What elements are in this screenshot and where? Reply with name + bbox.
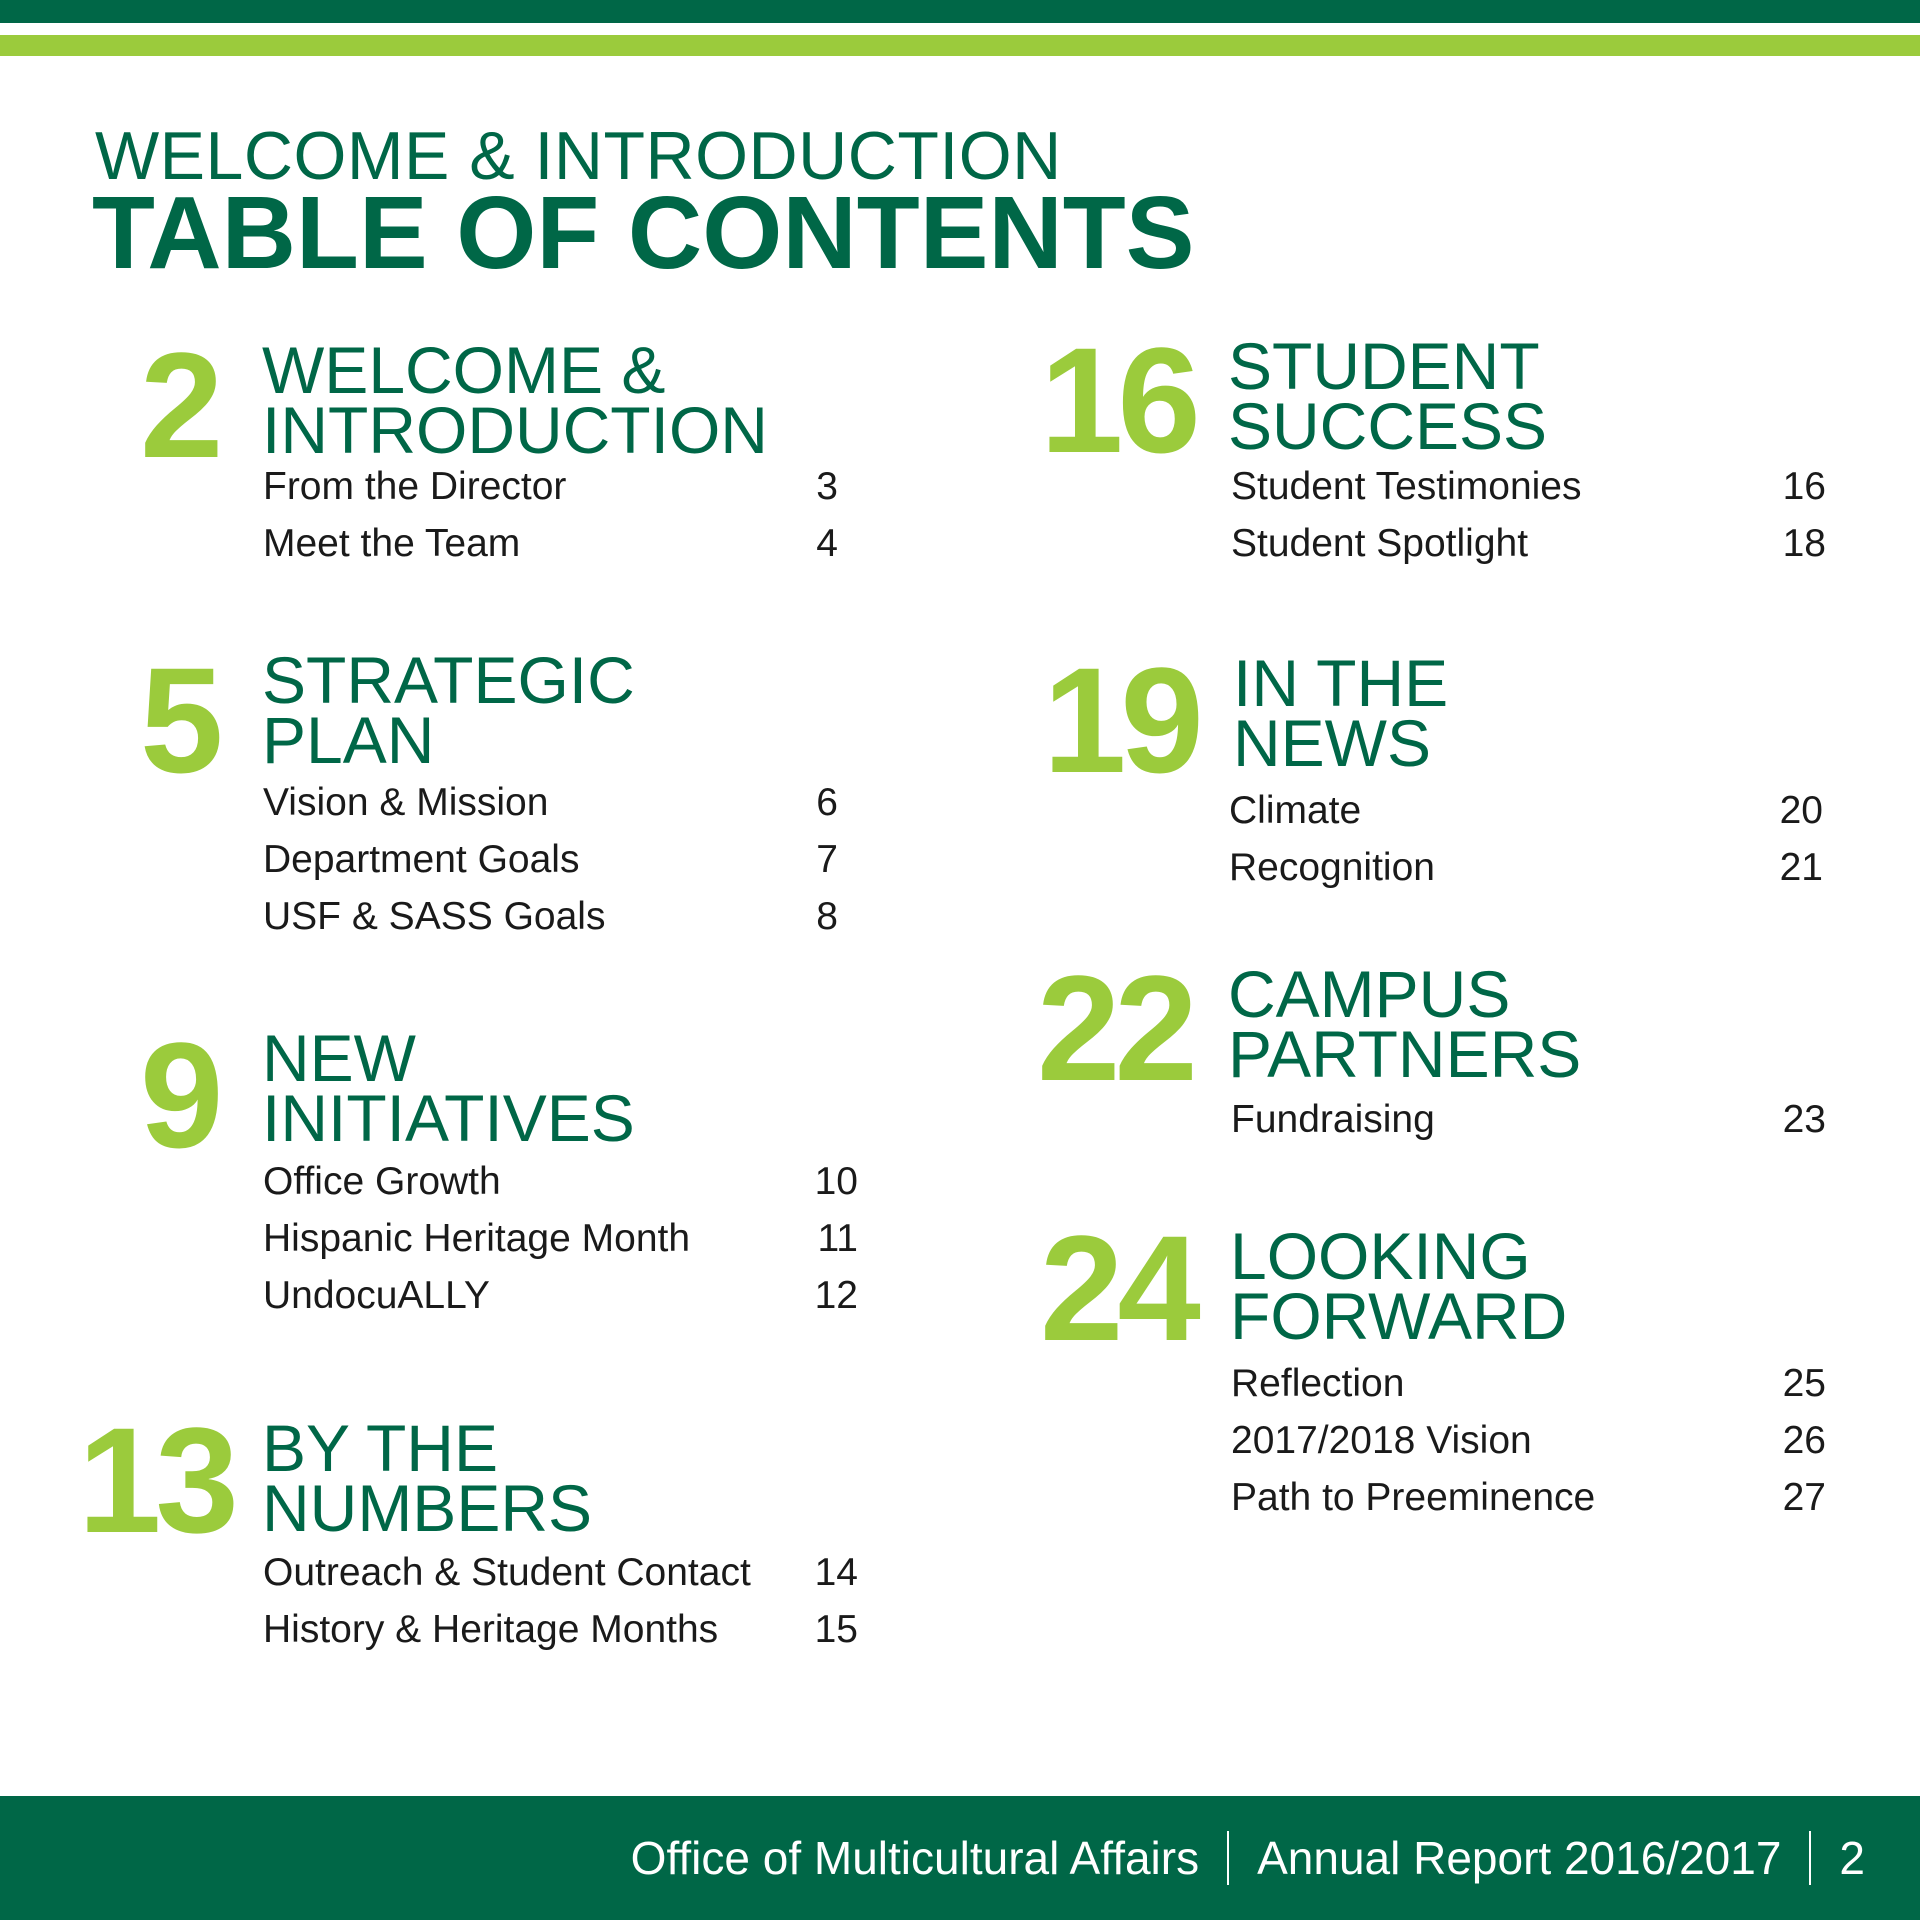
toc-entry[interactable] <box>1231 1469 1826 1526</box>
section-title-line: NEWS <box>1233 706 1431 780</box>
section-title-line: WELCOME & <box>262 333 666 407</box>
section-number: 22 <box>1037 944 1192 1112</box>
section-title-line: STRATEGIC <box>262 643 635 717</box>
entry-label: History & Heritage Months <box>263 1608 719 1651</box>
section-title-line: CAMPUS <box>1228 957 1511 1031</box>
entry-label: Student Spotlight <box>1231 522 1529 565</box>
entry-label: Office Growth <box>263 1160 501 1203</box>
entry-list <box>263 1153 858 1324</box>
entry-label: Student Testimonies <box>1231 465 1582 508</box>
entry-page: 20 <box>1779 789 1823 832</box>
entry-page: 18 <box>1782 522 1826 565</box>
entry-page: 25 <box>1782 1362 1826 1405</box>
entry-page: 14 <box>814 1551 858 1594</box>
section-number: 24 <box>1040 1204 1195 1372</box>
entry-page: 3 <box>816 465 838 508</box>
toc-entry[interactable] <box>1229 782 1823 839</box>
top-band-light <box>0 35 1920 56</box>
entry-list <box>1231 458 1826 572</box>
section-title[interactable] <box>1233 646 1449 780</box>
entry-page: 26 <box>1782 1419 1826 1462</box>
toc-entry[interactable] <box>1229 839 1823 896</box>
section-title[interactable] <box>1228 329 1548 463</box>
entry-page: 10 <box>814 1160 858 1203</box>
entry-label: Climate <box>1229 789 1362 832</box>
entry-page: 7 <box>816 838 838 881</box>
footer-text <box>631 1796 1865 1920</box>
section-title-line: PARTNERS <box>1228 1017 1582 1091</box>
entry-label: Path to Preeminence <box>1231 1476 1596 1519</box>
toc-entry[interactable] <box>1231 1355 1826 1412</box>
section-title[interactable] <box>262 1021 635 1155</box>
toc-entry[interactable] <box>263 1267 858 1324</box>
entry-label: From the Director <box>263 465 567 508</box>
toc-entry[interactable] <box>1231 458 1826 515</box>
entry-page: 23 <box>1782 1098 1826 1141</box>
toc-entry[interactable] <box>1231 1412 1826 1469</box>
entry-label: Department Goals <box>263 838 580 881</box>
entry-label: Hispanic Heritage Month <box>263 1217 691 1260</box>
section-number: 19 <box>1043 636 1198 804</box>
entry-list <box>1231 1091 1826 1148</box>
footer-bar <box>0 1796 1920 1920</box>
section-number: 16 <box>1040 316 1195 484</box>
section-title[interactable] <box>262 333 768 467</box>
entry-label: 2017/2018 Vision <box>1231 1419 1532 1462</box>
entry-label: Reflection <box>1231 1362 1405 1405</box>
entry-label: Vision & Mission <box>263 781 549 824</box>
toc-entry[interactable] <box>263 1210 858 1267</box>
toc-entry[interactable] <box>263 831 838 888</box>
toc-entry[interactable] <box>263 1544 858 1601</box>
toc-entry[interactable] <box>263 774 838 831</box>
toc-entry[interactable] <box>263 458 838 515</box>
section-number: 2 <box>140 321 218 489</box>
entry-page: 16 <box>1782 465 1826 508</box>
toc-entry[interactable] <box>263 515 838 572</box>
section-title-line: FORWARD <box>1230 1279 1568 1353</box>
toc-entry[interactable] <box>1231 515 1826 572</box>
entry-label: UndocuALLY <box>263 1274 490 1317</box>
footer-page-number: 2 <box>1839 1832 1865 1884</box>
entry-list <box>263 1544 858 1658</box>
footer-report: Annual Report 2016/2017 <box>1257 1832 1782 1884</box>
section-number: 9 <box>140 1011 218 1179</box>
entry-label: Recognition <box>1229 846 1435 889</box>
entry-list <box>263 458 838 572</box>
entry-page: 6 <box>816 781 838 824</box>
toc-entry[interactable] <box>263 888 838 945</box>
footer-divider <box>1227 1831 1229 1885</box>
entry-page: 4 <box>816 522 838 565</box>
section-title-line: STUDENT <box>1228 329 1540 403</box>
section-title-line: SUCCESS <box>1228 389 1548 463</box>
entry-label: Fundraising <box>1231 1098 1435 1141</box>
section-number: 13 <box>78 1396 233 1564</box>
section-title[interactable] <box>262 1411 593 1545</box>
section-title-line: BY THE <box>262 1411 498 1485</box>
section-title[interactable] <box>1228 957 1582 1091</box>
section-kicker: WELCOME & INTRODUCTION <box>95 118 1062 194</box>
entry-list <box>263 774 838 945</box>
entry-page: 12 <box>814 1274 858 1317</box>
entry-page: 11 <box>817 1217 858 1260</box>
entry-list <box>1231 1355 1826 1526</box>
entry-label: Outreach & Student Contact <box>263 1551 751 1594</box>
entry-list <box>1229 782 1823 896</box>
section-title-line: IN THE <box>1233 646 1449 720</box>
section-title[interactable] <box>262 643 635 777</box>
section-title-line: PLAN <box>262 703 435 777</box>
entry-label: USF & SASS Goals <box>263 895 606 938</box>
toc-entry[interactable] <box>263 1153 858 1210</box>
section-title-line: LOOKING <box>1230 1219 1531 1293</box>
toc-entry[interactable] <box>263 1601 858 1658</box>
entry-page: 15 <box>814 1608 858 1651</box>
footer-divider <box>1809 1831 1811 1885</box>
section-title-line: NEW <box>262 1021 416 1095</box>
entry-page: 21 <box>1779 846 1823 889</box>
page-title: TABLE OF CONTENTS <box>92 175 1195 290</box>
section-title[interactable] <box>1230 1219 1568 1353</box>
top-band-dark <box>0 0 1920 23</box>
section-title-line: INTRODUCTION <box>262 393 768 467</box>
toc-entry[interactable] <box>1231 1091 1826 1148</box>
section-number: 5 <box>140 636 218 804</box>
entry-page: 8 <box>816 895 838 938</box>
section-title-line: INITIATIVES <box>262 1081 635 1155</box>
section-title-line: NUMBERS <box>262 1471 593 1545</box>
entry-page: 27 <box>1782 1476 1826 1519</box>
footer-office: Office of Multicultural Affairs <box>630 1832 1200 1884</box>
entry-label: Meet the Team <box>263 522 521 565</box>
